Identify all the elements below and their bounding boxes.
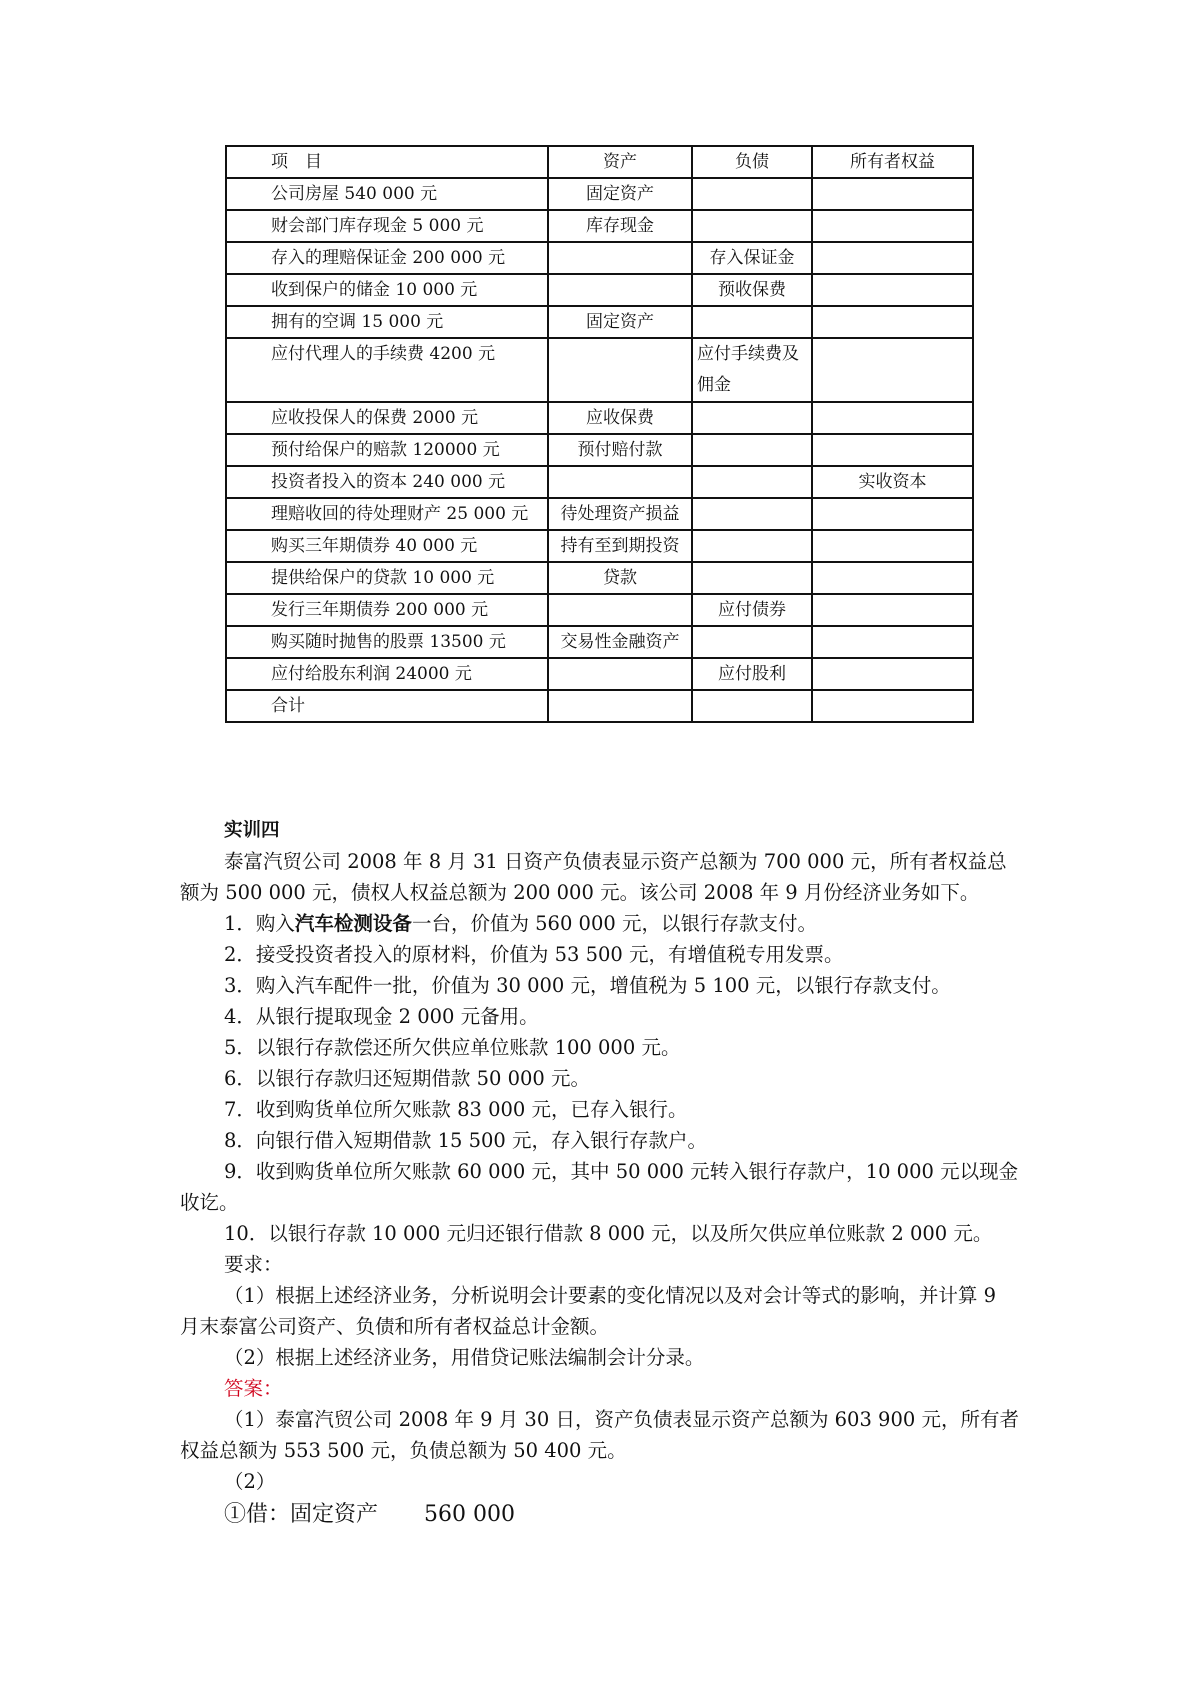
row-liability [692,402,812,434]
total-equity [812,690,973,722]
business-item: 5．以银行存款偿还所欠供应单位账款 100 000 元。 [224,1036,681,1059]
total-liability [692,690,812,722]
exercise-section [180,815,1020,1533]
row-item: 财会部门库存现金 5 000 元 [226,210,548,242]
table-row [226,466,973,498]
table-row [226,274,973,306]
row-liability: 预收保费 [692,274,812,306]
row-asset: 预付赔付款 [548,434,692,466]
row-equity: 实收资本 [812,466,973,498]
row-item: 理赔收回的待处理财产 25 000 元 [226,498,548,530]
row-liability [692,530,812,562]
business-item: 8．向银行借入短期借款 15 500 元，存入银行存款户。 [224,1129,708,1152]
answer-2-label: （2） [224,1470,276,1493]
row-liability [692,434,812,466]
row-equity [812,626,973,658]
table-row [226,338,973,402]
row-asset [548,242,692,274]
business-item: 6．以银行存款归还短期借款 50 000 元。 [224,1067,591,1090]
item1-prefix: 1．购入 [224,912,295,935]
total-label: 合计 [226,690,548,722]
row-equity [812,178,973,210]
business-item-1 [180,908,1020,939]
row-asset: 待处理资产损益 [548,498,692,530]
requirement-label: 要求： [224,1253,283,1276]
row-item: 存入的理赔保证金 200 000 元 [226,242,548,274]
row-liability [692,178,812,210]
row-liability [692,626,812,658]
row-liability [692,210,812,242]
row-equity [812,434,973,466]
row-equity [812,530,973,562]
row-item: 发行三年期债券 200 000 元 [226,594,548,626]
row-asset [548,338,692,402]
row-equity [812,338,973,402]
item1-bold-text: 汽车检测设备 [294,912,412,935]
requirement-1: （1）根据上述经济业务，分析说明会计要素的变化情况以及对会计等式的影响，并计算 9 月末泰富公司资产、负债和所有者权益总计金额。 [180,1284,997,1338]
row-equity [812,274,973,306]
row-liability: 应付股利 [692,658,812,690]
classification-table [225,145,974,723]
row-asset [548,466,692,498]
row-item: 投资者投入的资本 240 000 元 [226,466,548,498]
row-asset [548,594,692,626]
answer-1: （1）泰富汽贸公司 2008 年 9 月 30 日，资产负债表显示资产总额为 603 900 元，所有者权益总额为 553 500 元，负债总额为 50 400 元。 [180,1408,1019,1462]
row-equity [812,210,973,242]
table-header-row [226,146,973,178]
row-liability [692,466,812,498]
table-row [226,498,973,530]
row-equity [812,242,973,274]
business-item: 3．购入汽车配件一批，价值为 30 000 元，增值税为 5 100 元，以银行存款支付。 [224,974,951,997]
table-row [226,210,973,242]
row-item: 公司房屋 540 000 元 [226,178,548,210]
table-row [226,530,973,562]
row-asset: 库存现金 [548,210,692,242]
row-asset: 应收保费 [548,402,692,434]
row-item: 应付给股东利润 24000 元 [226,658,548,690]
row-equity [812,562,973,594]
row-liability: 应付债券 [692,594,812,626]
item1-suffix: 一台，价值为 560 000 元，以银行存款支付。 [411,912,817,935]
row-equity [812,402,973,434]
header-liabilities: 负债 [692,146,812,178]
row-item: 应付代理人的手续费 4200 元 [226,338,548,402]
row-item: 购买三年期债券 40 000 元 [226,530,548,562]
entry-amount: 560 000 [424,1502,515,1527]
table-row [226,658,973,690]
row-item: 提供给保户的贷款 10 000 元 [226,562,548,594]
row-asset: 固定资产 [548,178,692,210]
requirement-2: （2）根据上述经济业务，用借贷记账法编制会计分录。 [224,1346,705,1369]
section-title: 实训四 [224,820,280,841]
table-row [226,434,973,466]
row-asset [548,658,692,690]
row-item: 预付给保户的赔款 120000 元 [226,434,548,466]
header-equity: 所有者权益 [812,146,973,178]
header-assets: 资产 [548,146,692,178]
row-liability: 应付手续费及佣金 [692,338,812,402]
row-equity [812,306,973,338]
table-row [226,306,973,338]
row-equity [812,498,973,530]
row-asset: 固定资产 [548,306,692,338]
row-item: 应收投保人的保费 2000 元 [226,402,548,434]
total-asset [548,690,692,722]
table-row [226,242,973,274]
business-item: 7．收到购货单位所欠账款 83 000 元，已存入银行。 [224,1098,688,1121]
row-equity [812,594,973,626]
row-liability: 存入保证金 [692,242,812,274]
row-asset: 持有至到期投资 [548,530,692,562]
row-asset: 贷款 [548,562,692,594]
entry-label: ①借：固定资产 [224,1502,379,1527]
row-item: 拥有的空调 15 000 元 [226,306,548,338]
business-item: 10．以银行存款 10 000 元归还银行借款 8 000 元，以及所欠供应单位账款 2 000 元。 [224,1222,993,1245]
header-item: 项 目 [226,146,548,178]
table-row [226,594,973,626]
row-liability [692,562,812,594]
row-asset [548,274,692,306]
row-item: 收到保户的储金 10 000 元 [226,274,548,306]
intro-paragraph: 泰富汽贸公司 2008 年 8 月 31 日资产负债表显示资产总额为 700 000 元，所有者权益总额为 500 000 元，债权人权益总额为 200 000 元。该公司 2008 年 9 月份经济业务如下。 [180,850,1007,904]
row-liability [692,498,812,530]
row-equity [812,658,973,690]
answer-label: 答案： [224,1377,283,1400]
table-row [226,178,973,210]
row-liability [692,306,812,338]
table-row [226,402,973,434]
row-asset: 交易性金融资产 [548,626,692,658]
row-item: 购买随时抛售的股票 13500 元 [226,626,548,658]
business-item: 9．收到购货单位所欠账款 60 000 元，其中 50 000 元转入银行存款户，10 000 元以现金收讫。 [180,1160,1019,1214]
table-row [226,626,973,658]
table-total-row [226,690,973,722]
journal-entry [180,1497,1020,1533]
business-item: 4．从银行提取现金 2 000 元备用。 [224,1005,539,1028]
table-row [226,562,973,594]
business-item: 2．接受投资者投入的原材料，价值为 53 500 元，有增值税专用发票。 [224,943,844,966]
